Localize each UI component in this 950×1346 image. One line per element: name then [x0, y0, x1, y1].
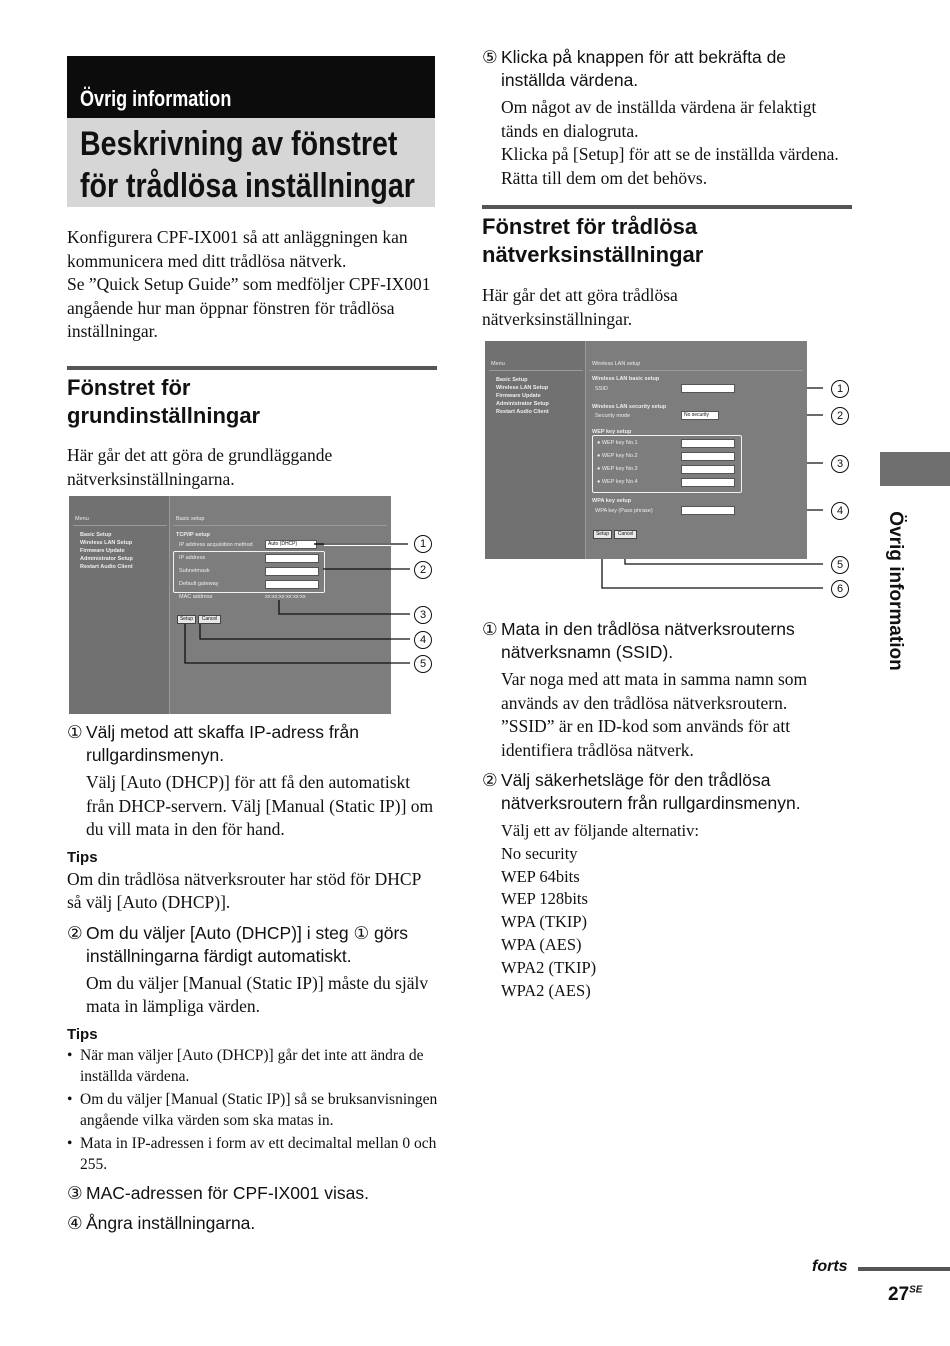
wep-key-4-field[interactable]: [681, 478, 735, 487]
menu-item-administrator-setup[interactable]: Administrator Setup: [80, 556, 133, 562]
basic-callout-4: 4: [414, 631, 432, 649]
step-4-text: Ångra inställningarna.: [86, 1212, 256, 1233]
wpa-key-label: WPA key (Pass phrase): [595, 508, 653, 514]
content-divider: [589, 370, 803, 371]
wireless-section-intro: Här går det att göra trådlösa nätverksinställningar.: [482, 285, 678, 329]
continued-label: forts: [812, 1258, 848, 1275]
menu-item-administrator-setup[interactable]: Administrator Setup: [496, 401, 549, 407]
basic-group-title: Wireless LAN basic setup: [592, 376, 660, 382]
cancel-button[interactable]: Cancel: [614, 530, 637, 539]
wireless-section-title-line1: Fönstret för trådlösa: [482, 214, 698, 239]
step-4-number: ④: [67, 1212, 83, 1233]
menu-item-restart-audio-client[interactable]: Restart Audio Client: [80, 564, 133, 570]
basic-callout-5: 5: [414, 655, 432, 673]
step-3-text: MAC-adressen för CPF-IX001 visas.: [86, 1182, 370, 1203]
security-option: WPA2 (AES): [501, 980, 591, 1000]
wireless-section-title: [482, 213, 854, 269]
wireless-setup-heading: Wireless LAN setup: [592, 361, 641, 367]
wep-key-3-field[interactable]: [681, 465, 735, 474]
mac-address-label: MAC address: [179, 594, 213, 600]
wireless-step-2-note: Välj ett av följande alternativ:: [501, 821, 699, 840]
subnetmask-label: Subnetmask: [179, 568, 210, 574]
step-1-number: ①: [67, 722, 83, 742]
page-title-line1: Beskrivning av fönstret: [80, 125, 398, 163]
wireless-callout-3: 3: [831, 455, 849, 473]
ssid-field[interactable]: [681, 384, 735, 393]
cancel-button[interactable]: Cancel: [198, 615, 221, 624]
security-option: No security: [501, 843, 578, 863]
ssid-label: SSID: [595, 386, 608, 392]
wireless-step-1: [482, 618, 854, 664]
page-number-suffix: SE: [909, 1284, 923, 1296]
security-option: WPA (TKIP): [501, 912, 588, 932]
security-option: WEP 128bits: [501, 889, 588, 909]
wireless-callout-1: 1: [831, 380, 849, 398]
tcpip-group-title: TCP/IP setup: [176, 532, 210, 538]
security-option: WPA2 (TKIP): [501, 957, 597, 977]
step-2-text: Om du väljer [Auto (DHCP)] i steg ① görs inställningarna färdigt automatiskt.: [86, 922, 409, 966]
step-2-number: ②: [67, 922, 83, 943]
setup-button[interactable]: Setup: [593, 530, 612, 539]
menu-item-wireless-lan-setup[interactable]: Wireless LAN Setup: [496, 385, 549, 391]
header-category: Övrig information: [80, 86, 232, 111]
step-5: [482, 46, 854, 92]
menu-item-firmware-update[interactable]: Firmware Update: [80, 548, 125, 554]
basic-setup-screenshot: [69, 496, 391, 714]
page-title-line2: för trådlösa inställningar: [80, 167, 415, 205]
step-3: [67, 1182, 439, 1205]
acquisition-method-label: IP address acquisition method: [179, 542, 253, 548]
security-mode-label: Security mode: [595, 413, 631, 419]
wireless-step-1-number: ①: [482, 619, 498, 639]
step-5-number: ⑤: [482, 47, 498, 67]
subnetmask-field[interactable]: [265, 567, 319, 576]
side-tab-marker: [880, 452, 950, 486]
menu-title: Menu: [75, 516, 89, 522]
basic-steps: [67, 721, 439, 1235]
wireless-callout-6: 6: [831, 580, 849, 598]
menu-item-firmware-update[interactable]: Firmware Update: [496, 393, 541, 399]
step-2: [67, 922, 439, 968]
menu-sidebar: [485, 341, 586, 559]
tips-item: • Om du väljer [Manual (Static IP)] så se bruksanvisningen angående vilka värden som ska matas in.: [67, 1089, 439, 1132]
wireless-section-title-line2: nätverksinställningar: [482, 242, 704, 267]
page-number-value: 27: [888, 1284, 910, 1305]
intro-paragraph-1: Konfigurera CPF-IX001 så att anläggningen kan kommunicera med ditt trådlösa nätverk.: [67, 227, 408, 271]
page-title: [80, 123, 415, 207]
security-options-list: [482, 843, 854, 1003]
step-1-text: Välj metod att skaffa IP-adress från rullgardinsmenyn.: [86, 722, 360, 765]
tips-list-2: [67, 1045, 439, 1176]
menu-title: Menu: [491, 361, 505, 367]
menu-sidebar: [69, 496, 170, 714]
content-divider: [173, 525, 387, 526]
wep-key-2-radio[interactable]: ● WEP key No.2: [597, 453, 638, 459]
step-5-note-1: Om något av de inställda värdena är felaktigt tänds en dialogruta.: [501, 97, 817, 141]
security-option: WPA (AES): [501, 934, 582, 954]
wireless-setup-screenshot: [485, 341, 807, 559]
continued-line: [858, 1267, 950, 1271]
wireless-step-1-note-1: Var noga med att mata in samma namn som används av den trådlösa nätverksroutern.: [501, 669, 808, 713]
basic-section-intro: Här går det att göra de grundläggande nätverksinställningarna.: [67, 445, 333, 489]
wireless-step-2-number: ②: [482, 770, 498, 790]
tips-text-1: Om din trådlösa nätverksrouter har stöd för DHCP så välj [Auto (DHCP)].: [67, 868, 421, 912]
basic-callout-1: 1: [414, 535, 432, 553]
wireless-step-1-text: Mata in den trådlösa nätverksrouterns nätverksnamn (SSID).: [501, 619, 795, 662]
default-gateway-field[interactable]: [265, 580, 319, 589]
menu-item-restart-audio-client[interactable]: Restart Audio Client: [496, 409, 549, 415]
step-5-note-2: Klicka på [Setup] för att se de inställda värdena. Rätta till dem om det behövs.: [501, 144, 839, 188]
step-5-text: Klicka på knappen för att bekräfta de inställda värdena.: [501, 47, 787, 90]
intro-text: [67, 226, 439, 344]
menu-item-basic-setup[interactable]: Basic Setup: [496, 377, 528, 383]
wireless-step-1-note-2: ”SSID” är en ID-kod som används för att identifiera trådlösa nätverk.: [501, 716, 791, 760]
wireless-step-2-text: Välj säkerhetsläge för den trådlösa nätverksroutern från rullgardinsmenyn.: [501, 770, 801, 813]
step-3-number: ③: [67, 1182, 83, 1203]
section-rule: [67, 366, 437, 370]
security-mode-select[interactable]: No security: [681, 411, 719, 420]
menu-divider: [489, 370, 583, 371]
wep-key-1-radio[interactable]: ● WEP key No.1: [597, 440, 638, 446]
basic-section-title-line1: Fönstret för: [67, 375, 191, 400]
wireless-callout-5: 5: [831, 556, 849, 574]
wep-key-4-radio[interactable]: ● WEP key No.4: [597, 479, 638, 485]
side-tab-label: Övrig information: [885, 511, 906, 671]
acquisition-method-select[interactable]: Auto (DHCP): [265, 540, 317, 549]
wireless-step-2: [482, 769, 854, 815]
mac-address-value: xx:xx:xx:xx:xx:xx: [265, 594, 306, 600]
tips-item: • När man väljer [Auto (DHCP)] går det inte att ändra de inställda värdena.: [67, 1045, 439, 1088]
menu-divider: [73, 525, 167, 526]
intro-paragraph-2: Se ”Quick Setup Guide” som medföljer CPF-IX001 angående hur man öppnar fönstren för trådlösa inställningar.: [67, 274, 431, 341]
security-option: WEP 64bits: [501, 866, 580, 886]
menu-item-basic-setup[interactable]: Basic Setup: [80, 532, 112, 538]
wep-group-title: WEP key setup: [592, 429, 632, 435]
security-group-title: Wireless LAN security setup: [592, 404, 667, 410]
tips-label-1: Tips: [67, 848, 98, 866]
wep-key-1-field[interactable]: [681, 439, 735, 448]
step-1-note: Välj [Auto (DHCP)] för att få den automatiskt från DHCP-servern. Välj [Manual (Static IP)] om du vill mata in den för hand.: [86, 772, 434, 839]
wpa-key-field[interactable]: [681, 506, 735, 515]
wep-key-2-field[interactable]: [681, 452, 735, 461]
wireless-steps: [482, 618, 854, 1002]
ip-address-label: IP address: [179, 555, 206, 561]
basic-section-title: [67, 374, 439, 430]
basic-section-title-line2: grundinställningar: [67, 403, 261, 428]
ip-address-field[interactable]: [265, 554, 319, 563]
tips-label-2: Tips: [67, 1025, 98, 1043]
step-4: [67, 1212, 439, 1235]
basic-callout-3: 3: [414, 606, 432, 624]
page-number: [888, 1284, 922, 1306]
basic-setup-heading: Basic setup: [176, 516, 205, 522]
basic-callout-2: 2: [414, 561, 432, 579]
wireless-callout-2: 2: [831, 407, 849, 425]
wep-key-3-radio[interactable]: ● WEP key No.3: [597, 466, 638, 472]
default-gateway-label: Default gateway: [179, 581, 219, 587]
setup-button[interactable]: Setup: [177, 615, 196, 624]
wireless-callout-4: 4: [831, 502, 849, 520]
section-rule: [482, 205, 852, 209]
step-2-note: Om du väljer [Manual (Static IP)] måste du själv mata in lämpliga värden.: [86, 972, 429, 1016]
step-1: [67, 721, 439, 767]
wpa-group-title: WPA key setup: [592, 498, 632, 504]
step-5-block: [482, 46, 854, 190]
tips-item: • Mata in IP-adressen i form av ett decimaltal mellan 0 och 255.: [67, 1133, 439, 1176]
menu-item-wireless-lan-setup[interactable]: Wireless LAN Setup: [80, 540, 133, 546]
